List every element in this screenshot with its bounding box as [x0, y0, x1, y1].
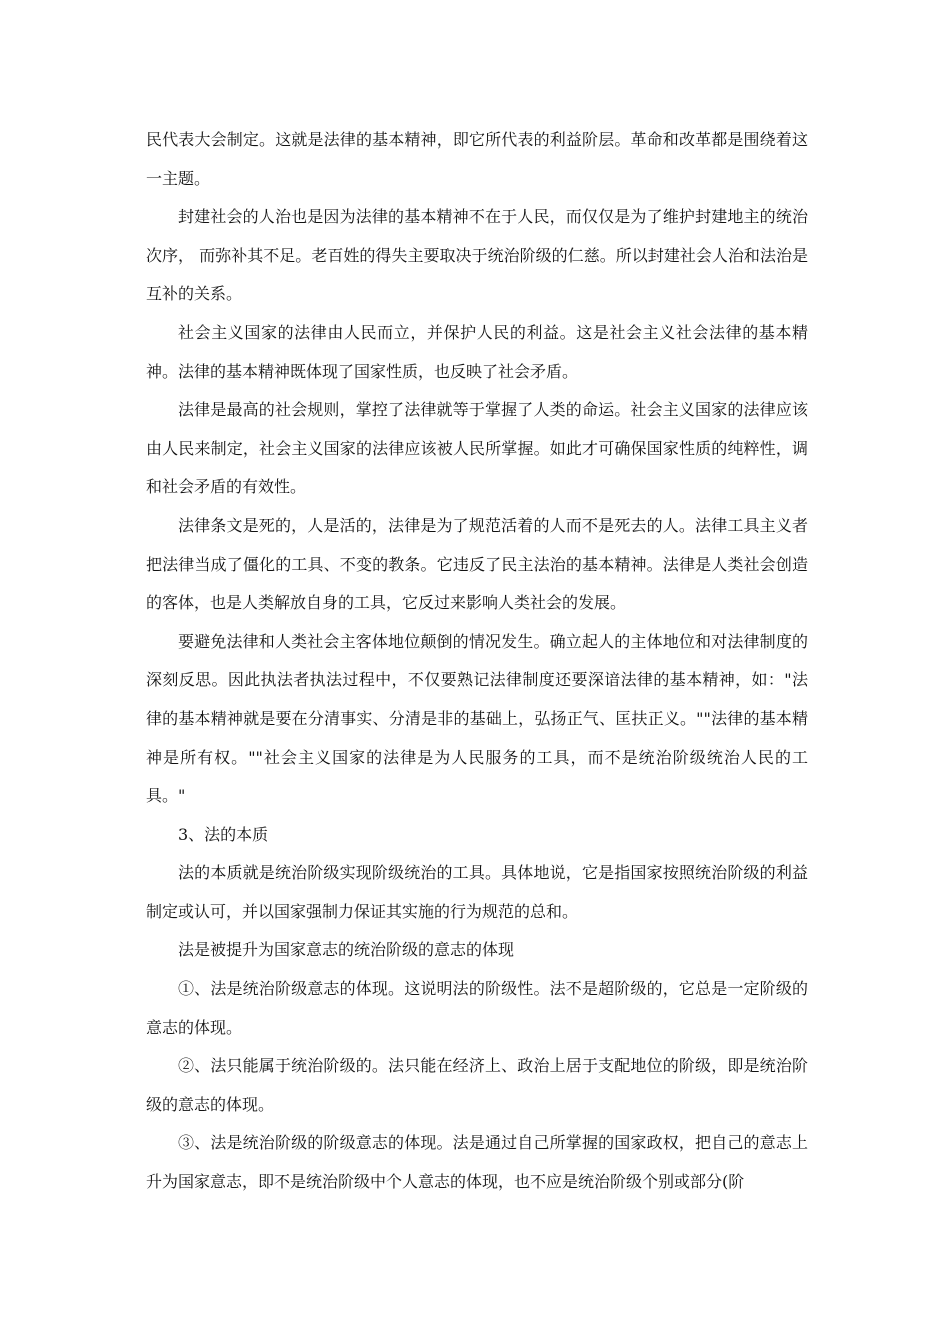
paragraph-7: 法的本质就是统治阶级实现阶级统治的工具。具体地说，它是指国家按照统治阶级的利益制定或认可，并以国家强制力保证其实施的行为规范的总和。	[146, 863, 808, 921]
list-item-3: ③、法是统治阶级的阶级意志的体现。法是通过自己所掌握的国家政权，把自己的意志上升为国家意志，即不是统治阶级中个人意志的体现，也不应是统治阶级个别或部分(阶	[146, 1133, 808, 1192]
paragraph-1: 民代表大会制定。这就是法律的基本精神，即它所代表的利益阶层。革命和改革都是围绕着这一主题。	[146, 130, 808, 188]
paragraph-6: 要避免法律和人类社会主客体地位颠倒的情况发生。确立起人的主体地位和对法律制度的深刻反思。因此执法者执法过程中，不仅要熟记法律制度还要深谙法律的基本精神，如："法律的基本精神就是要在分清事实、分清是非的基础上，弘扬正气、匡扶正义。""法律的基本精神是所有权。""社会主义国家的法律是为人民服务的工具，而不是统治阶级统治人民的工具。"	[146, 631, 808, 806]
section-heading: 3、法的本质	[178, 824, 269, 844]
paragraph-8: 法是被提升为国家意志的统治阶级的意志的体现	[178, 940, 515, 960]
list-item-2: ②、法只能属于统治阶级的。法只能在经济上、政治上居于支配地位的阶级，即是统治阶级的意志的体现。	[146, 1056, 808, 1114]
list-item-1: ①、法是统治阶级意志的体现。这说明法的阶级性。法不是超阶级的，它总是一定阶级的意志的体现。	[146, 979, 808, 1037]
paragraph-2: 封建社会的人治也是因为法律的基本精神不在于人民，而仅仅是为了维护封建地主的统治次序， 而弥补其不足。老百姓的得失主要取决于统治阶级的仁慈。所以封建社会人治和法治是互补的关系。	[146, 207, 808, 304]
paragraph-3: 社会主义国家的法律由人民而立，并保护人民的利益。这是社会主义社会法律的基本精神。法律的基本精神既体现了国家性质，也反映了社会矛盾。	[146, 322, 808, 381]
paragraph-5: 法律条文是死的，人是活的，法律是为了规范活着的人而不是死去的人。法律工具主义者把法律当成了僵化的工具、不变的教条。它违反了民主法治的基本精神。法律是人类社会创造的客体，也是人类解放自身的工具，它反过来影响人类社会的发展。	[146, 515, 808, 613]
paragraph-4: 法律是最高的社会规则，掌控了法律就等于掌握了人类的命运。社会主义国家的法律应该由人民来制定，社会主义国家的法律应该被人民所掌握。如此才可确保国家性质的纯粹性，调和社会矛盾的有效性。	[146, 400, 808, 497]
